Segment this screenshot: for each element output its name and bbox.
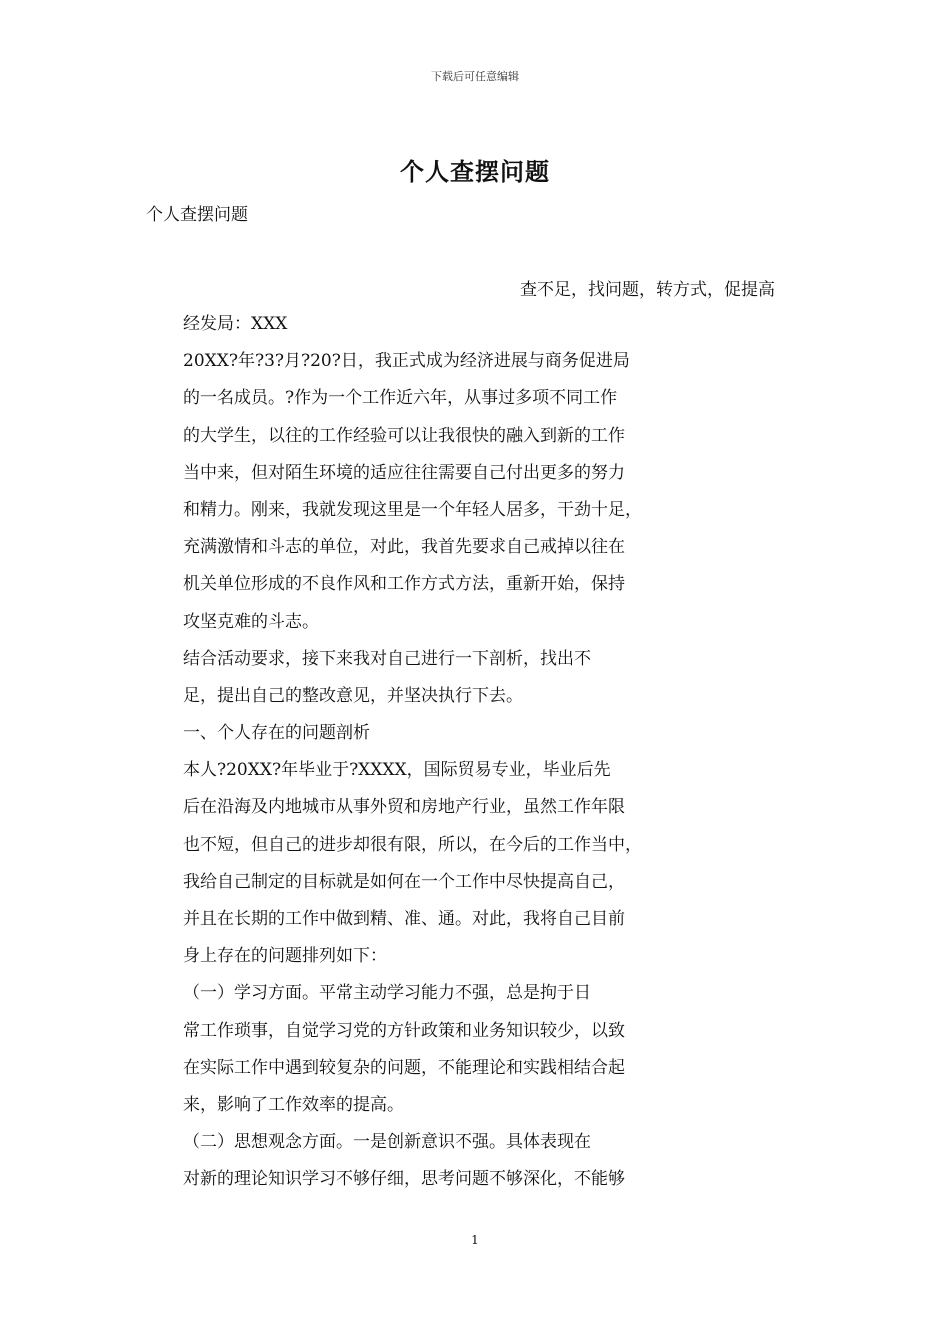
body-line: 后在沿海及内地城市从事外贸和房地产行业，虽然工作年限 bbox=[183, 797, 625, 818]
page-number: 1 bbox=[471, 1233, 479, 1247]
body-line: 对新的理论知识学习不够仔细，思考问题不够深化，不能够 bbox=[183, 1169, 625, 1190]
document-subtitle: 个人查摆问题 bbox=[146, 205, 248, 225]
section-heading: 一、个人存在的问题剖析 bbox=[183, 723, 370, 744]
body-line: 足，提出自己的整改意见，并坚决执行下去。 bbox=[183, 685, 523, 706]
body-line: 20XX?年?3?月?20?日，我正式成为经济进展与商务促进局 bbox=[183, 351, 630, 372]
body-line: 充满激情和斗志的单位，对此，我首先要求自己戒掉以往在 bbox=[183, 537, 625, 558]
body-line: 机关单位形成的不良作风和工作方式方法，重新开始，保持 bbox=[183, 574, 625, 595]
header-note: 下载后可任意编辑 bbox=[431, 70, 519, 83]
body-line: 和精力。刚来，我就发现这里是一个年轻人居多，干劲十足， bbox=[183, 499, 642, 520]
body-line: 的一名成员。?作为一个工作近六年，从事过多项不同工作 bbox=[183, 388, 618, 409]
body-line: 也不短，但自己的进步却很有限，所以，在今后的工作当中， bbox=[183, 834, 642, 855]
body-line: 身上存在的问题排列如下： bbox=[183, 946, 387, 967]
body-line: 的大学生，以往的工作经验可以让我很快的融入到新的工作 bbox=[183, 425, 625, 446]
body-line: 常工作琐事，自觉学习党的方针政策和业务知识较少，以致 bbox=[183, 1020, 625, 1041]
body-line: 并且在长期的工作中做到精、准、通。对此，我将自己目前 bbox=[183, 909, 625, 929]
body-line: 来，影响了工作效率的提高。 bbox=[183, 1094, 404, 1115]
body-line: 我给自己制定的目标就是如何在一个工作中尽快提高自己， bbox=[183, 871, 625, 892]
body-line: （一）学习方面。平常主动学习能力不强，总是拘于日 bbox=[183, 983, 591, 1004]
body-line: 在实际工作中遇到较复杂的问题，不能理论和实践相结合起 bbox=[183, 1057, 625, 1078]
body-line: 经发局：XXX bbox=[183, 314, 288, 334]
body-line: 攻坚克难的斗志。 bbox=[183, 611, 319, 632]
body-line: 本人?20XX?年毕业于?XXXX，国际贸易专业，毕业后先 bbox=[183, 760, 611, 781]
body-text bbox=[183, 312, 743, 1205]
document-title: 个人查摆问题 bbox=[400, 157, 550, 186]
body-line: 结合活动要求，接下来我对自己进行一下剖析，找出不 bbox=[183, 648, 591, 669]
body-line: （二）思想观念方面。一是创新意识不强。具体表现在 bbox=[183, 1132, 591, 1153]
body-line: 当中来，但对陌生环境的适应往往需要自己付出更多的努力 bbox=[183, 462, 625, 483]
slogan-line: 查不足，找问题，转方式，促提高 bbox=[520, 280, 775, 300]
